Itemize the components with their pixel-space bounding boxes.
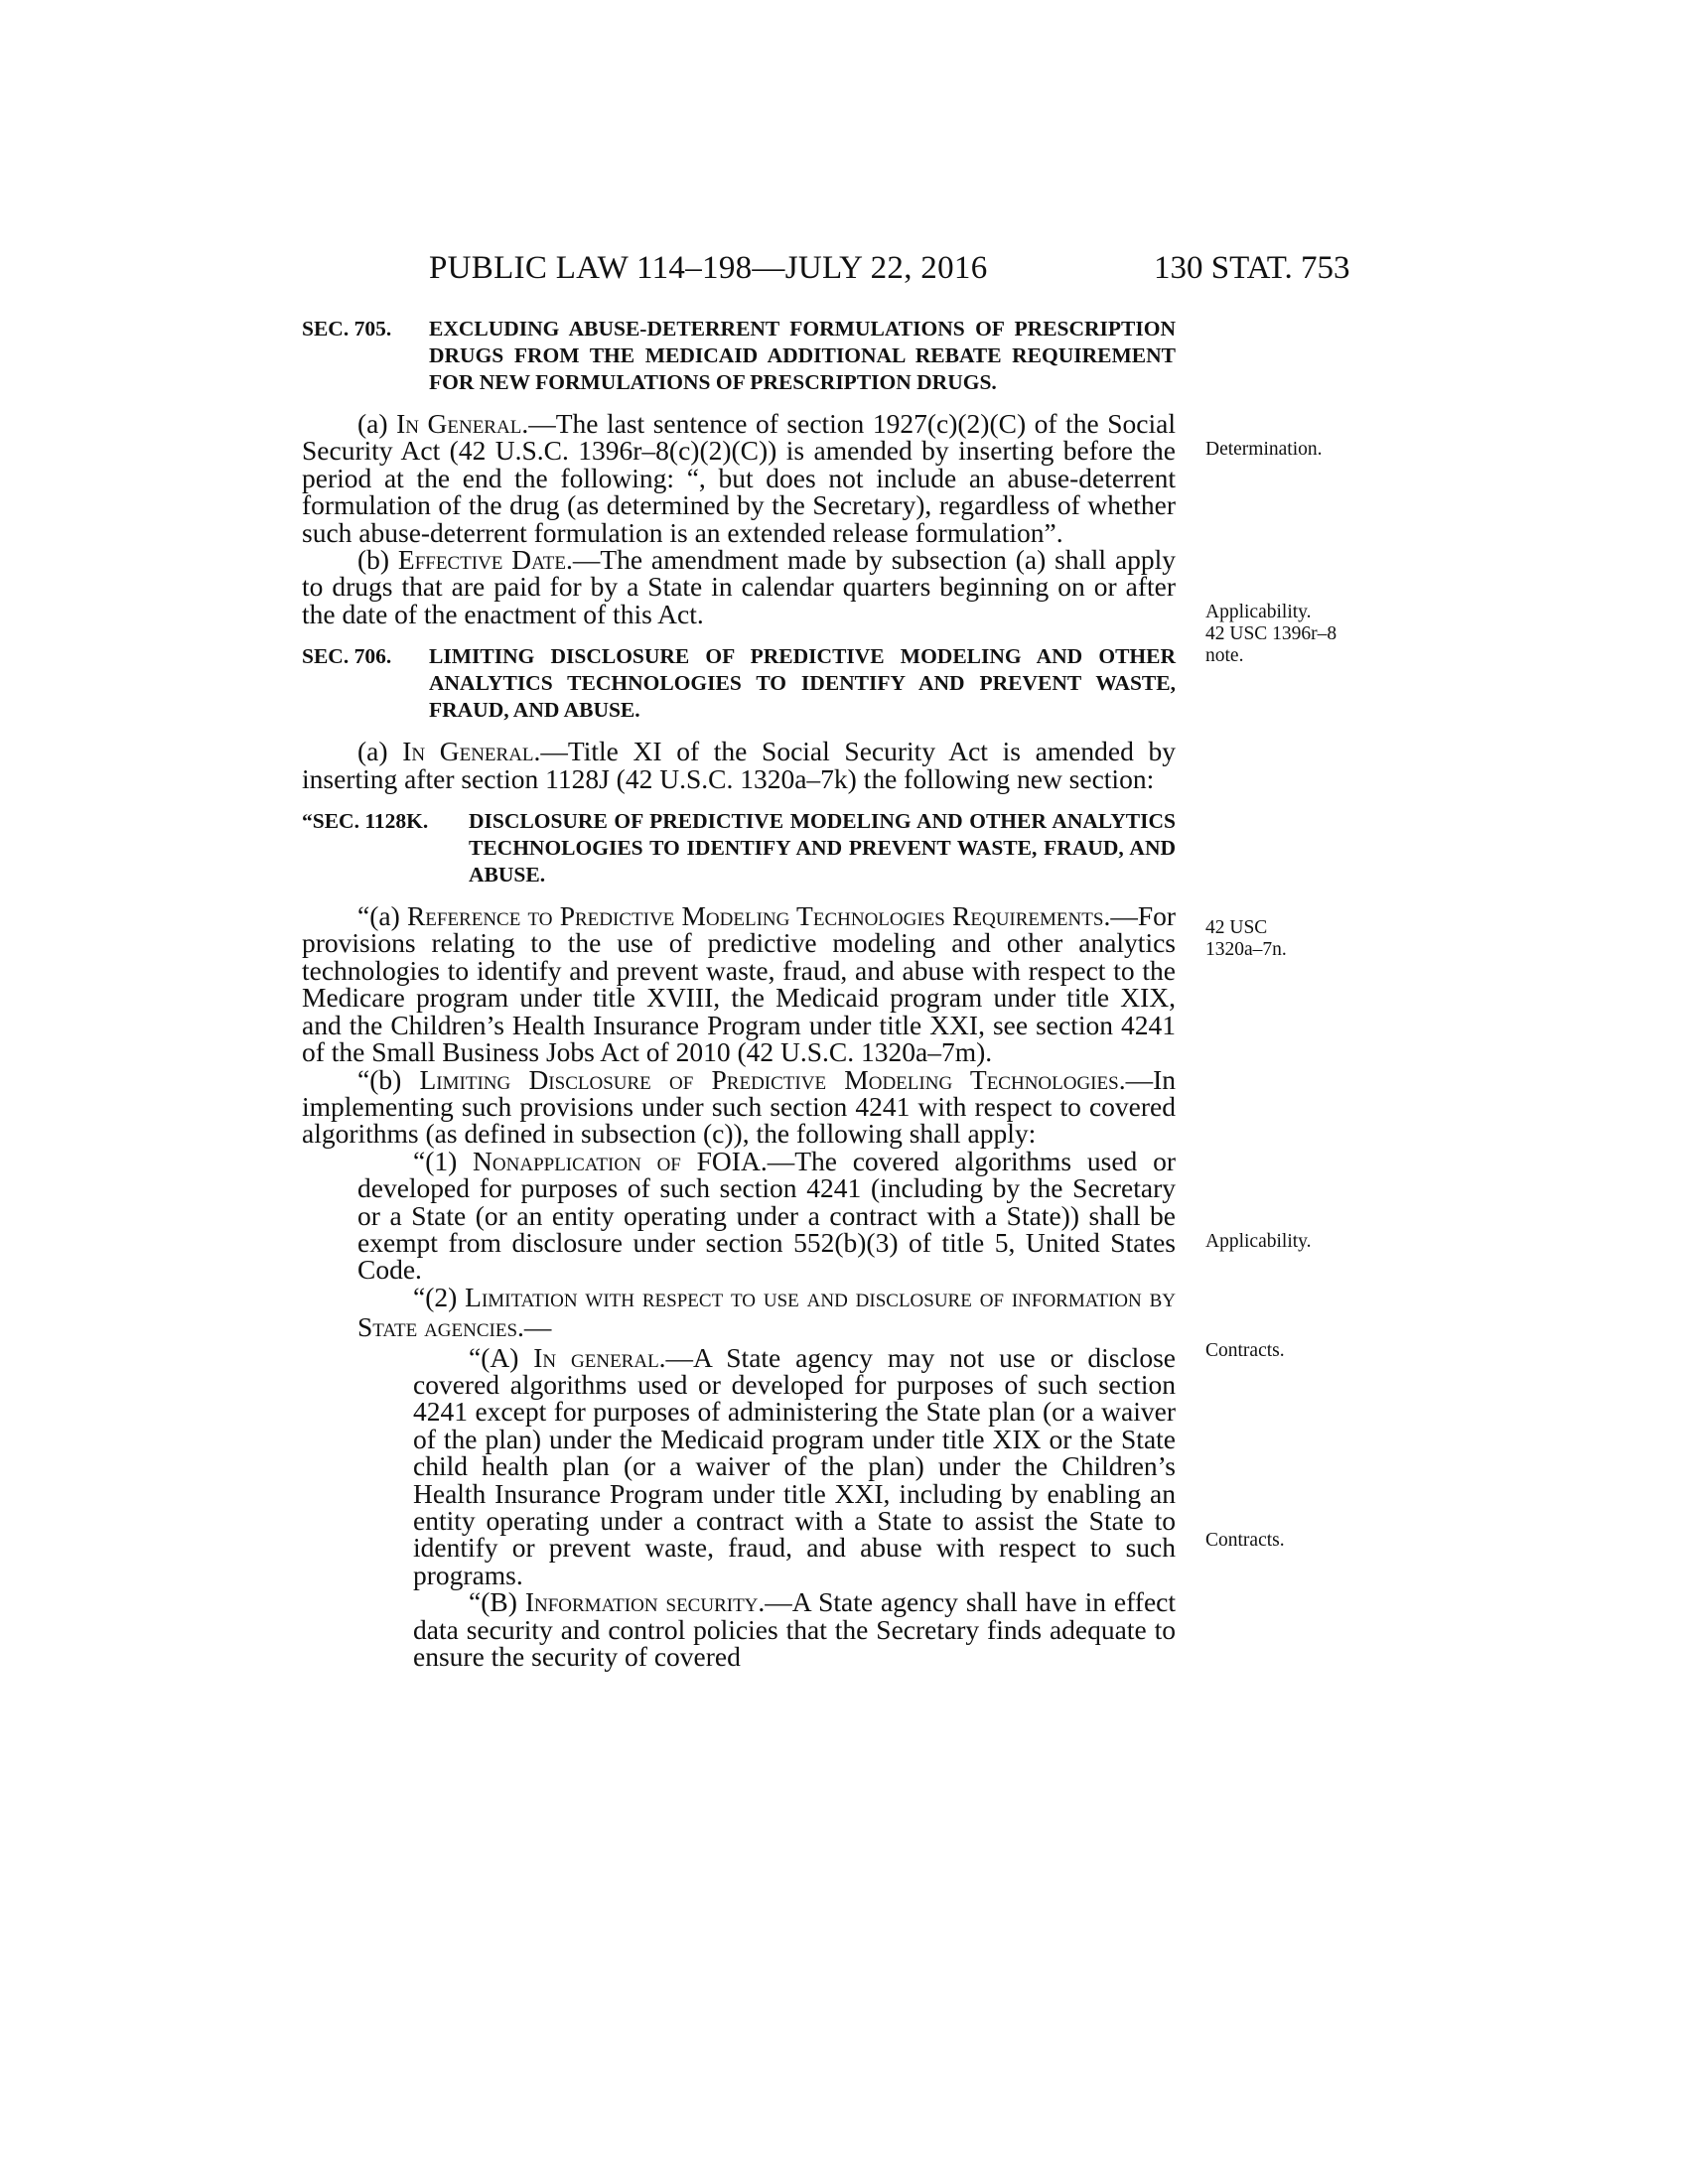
subsection-text: .—Title XI of the Social Security Act is amended by inserting after section 1128J (42 U.S.C. 1320a–7k) the following new section: (302, 736, 1176, 794)
section-1128k-subsection-b (302, 1063, 1176, 1150)
subsection-label: “(b) (357, 1063, 420, 1095)
margin-note-determination: Determination. (1205, 439, 1323, 460)
subsection-label: (a) (357, 736, 403, 767)
margin-note-usc-section: 1320a–7n. (1205, 939, 1287, 960)
subparagraph-label: “(B) (469, 1586, 525, 1618)
statute-page-number: 130 STAT. 753 (1154, 250, 1350, 286)
subsection-text: .—For provisions relating to the use of predictive modeling and other analytics technologies to identify and prevent waste, fraud, and abuse with respect to the Medicare program under title XVIII, the Medicaid program under title XIX, and the Children’s Health Insurance Program under title XXI, see section 4241 of the Small Business Jobs Act of 2010 (42 U.S.C. 1320a–7m). (302, 900, 1177, 1068)
paragraph-label: “(2) (413, 1281, 466, 1312)
subsection-caption: Effective Date (397, 544, 566, 576)
section-706-heading (302, 643, 1176, 724)
subsection-text: .—The last sentence of section 1927(c)(2)(C) of the Social Security Act (42 U.S.C. 1396r–8(c)(2)(C)) is amended by inserting before the period at the end the following: “, but does not include an abuse-deterrent formulation of the drug (as determined by the Secretary), regardless of whether such abuse-deterrent formulation is an extended release formulation”. (302, 408, 1176, 548)
subparagraph-A (413, 1341, 1176, 1590)
section-705-number: SEC. 705. (302, 317, 392, 341)
paragraph-text: .— (517, 1311, 552, 1343)
subsection-label: “(a) (357, 900, 407, 932)
subsection-caption: In General (402, 736, 534, 767)
paragraph-caption: Nonapplication of FOIA (473, 1145, 761, 1176)
section-705-subsection-b (302, 546, 1176, 627)
subparagraph-B (413, 1586, 1177, 1673)
subparagraph-label: “(A) (469, 1341, 534, 1373)
margin-note-contracts-2: Contracts. (1205, 1530, 1285, 1551)
section-705-heading (302, 316, 1176, 396)
subparagraph-text: .—A State agency shall have in effect data security and control policies that the Secretary finds adequate to ensure the security of covered (413, 1586, 1177, 1673)
subsection-text: .—The amendment made by subsection (a) shall apply to drugs that are paid for by a State in calendar quarters beginning on or after the date of the enactment of this Act. (302, 544, 1176, 629)
margin-note-contracts-1: Contracts. (1205, 1340, 1285, 1361)
margin-note-applicability-2: Applicability. (1205, 1231, 1312, 1252)
paragraph-level-2 (413, 1341, 1177, 1673)
paragraph-b1 (357, 1145, 1176, 1286)
paragraph-text: .—The covered algorithms used or developed for purposes of such section 4241 (including by the Secretary or a State (or an entity operating under a contract with a State)) shall be exempt from disclosure under section 552(b)(3) of title 5, United States Code. (357, 1145, 1176, 1286)
paragraph-label: “(1) (413, 1145, 474, 1176)
section-1128k-title: DISCLOSURE OF PREDICTIVE MODELING AND OTHER ANALYTICS TECHNOLOGIES TO IDENTIFY AND PREVENT WASTE, FRAUD, AND ABUSE. (469, 809, 1176, 887)
margin-note-usc-citation: 42 USC 1396r–8 (1205, 623, 1337, 644)
section-1128k-number: “SEC. 1128K. (302, 809, 429, 834)
subparagraph-text: .—A State agency may not use or disclose covered algorithms used or developed for purposes of such section 4241 except for purposes of administering the State plan (or a waiver of the plan) under the Medicaid program under title XIX or the State child health plan (or a waiver of the plan) under the Children’s Health Insurance Program under title XXI, including by enabling an entity operating under a contract with a State to assist the State to identify or prevent waste, fraud, and abuse with respect to such programs. (413, 1341, 1176, 1590)
section-1128k-subsection-a (302, 900, 1177, 1068)
subsection-label: (b) (357, 544, 398, 576)
paragraph-b2 (357, 1281, 1176, 1344)
subsection-text: .—In implementing such provisions under such section 4241 with respect to covered algorithms (as defined in subsection (c)), the following shall apply: (302, 1063, 1176, 1150)
margin-note-applicability (1205, 602, 1336, 667)
margin-note-usc-label: 42 USC (1205, 917, 1268, 938)
paragraph-level-1 (357, 1145, 1176, 1344)
document-body (302, 316, 1177, 1673)
margin-note-usc-1320a (1205, 917, 1287, 961)
margin-note-usc-note: note. (1205, 645, 1244, 666)
paragraph-caption: Limitation with respect to use and disclosure of information by State agencies (357, 1281, 1176, 1343)
subsection-caption: In General (396, 408, 522, 439)
section-705-subsection-a (302, 410, 1176, 546)
subsection-caption: Limiting Disclosure of Predictive Modeling Technologies (419, 1063, 1119, 1095)
margin-note-applicability-label: Applicability. (1205, 602, 1312, 622)
subsection-caption: Reference to Predictive Modeling Technologies Requirements (406, 900, 1104, 932)
subparagraph-caption: Information security (524, 1586, 759, 1618)
section-705-title: EXCLUDING ABUSE-DETERRENT FORMULATIONS OF PRESCRIPTION DRUGS FROM THE MEDICAID ADDITIONAL REBATE REQUIREMENT FOR NEW FORMULATIONS OF PRESCRIPTION DRUGS. (429, 317, 1176, 394)
section-706-title: LIMITING DISCLOSURE OF PREDICTIVE MODELING AND OTHER ANALYTICS TECHNOLOGIES TO IDENTIFY AND PREVENT WASTE, FRAUD, AND ABUSE. (429, 644, 1176, 723)
running-head-title: PUBLIC LAW 114–198—JULY 22, 2016 (429, 250, 988, 286)
subsection-label: (a) (357, 408, 397, 439)
subparagraph-caption: In general (533, 1341, 659, 1373)
section-1128k-heading (302, 808, 1176, 888)
section-706-number: SEC. 706. (302, 644, 392, 669)
section-706-subsection-a (302, 738, 1176, 792)
